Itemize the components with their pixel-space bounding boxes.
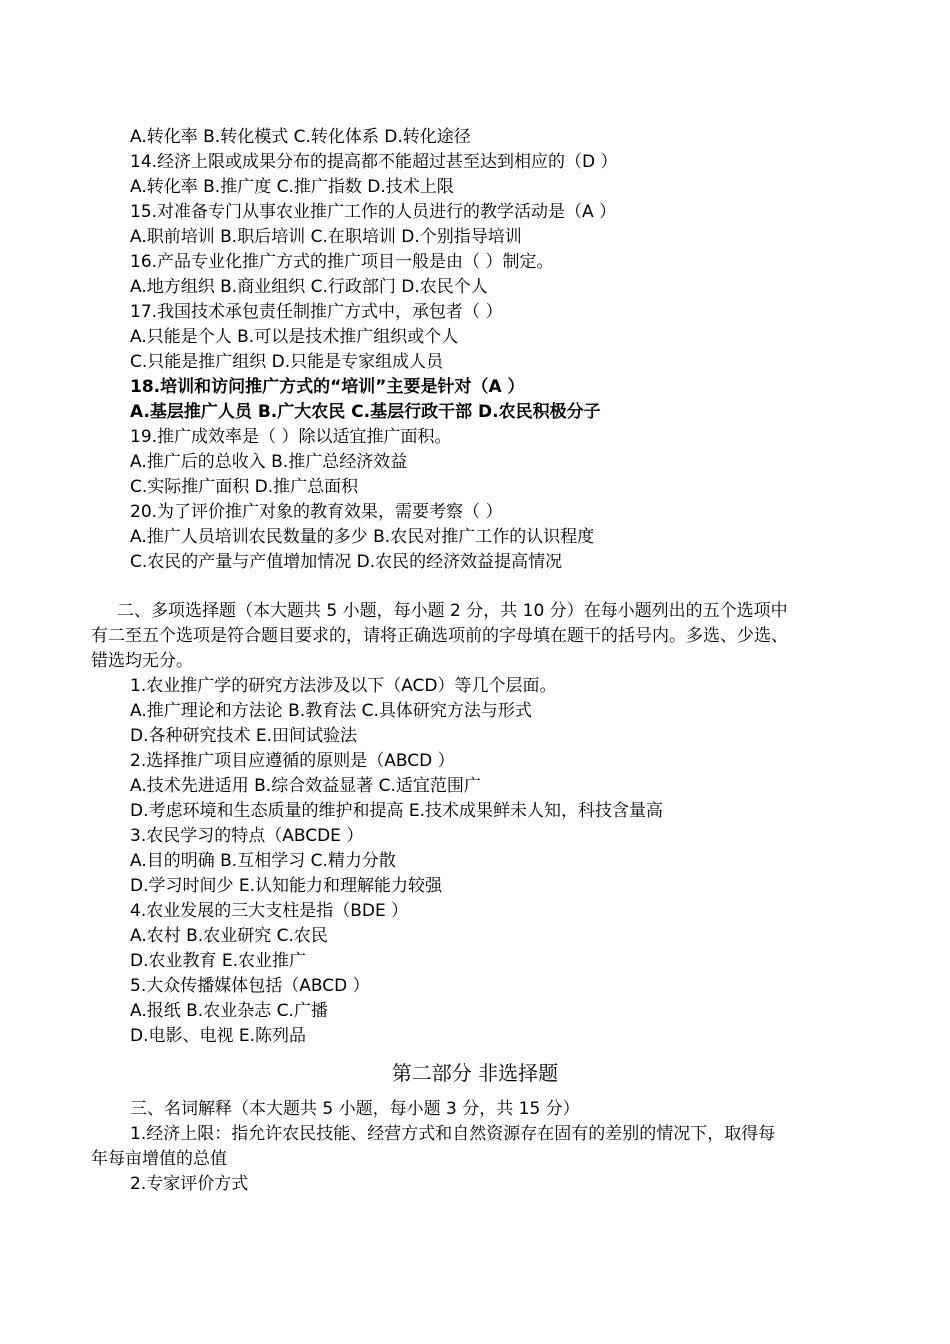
m5-options-line2: D.电影、电视 E.陈列品 (130, 1026, 307, 1046)
question-15: 15.对准备专门从事农业推广工作的人员进行的教学活动是（A ） (130, 202, 617, 222)
m4-options-line2: D.农业教育 E.农业推广 (130, 951, 307, 971)
multi-question-2: 2.选择推广项目应遵循的原则是（ABCD ） (130, 751, 455, 771)
q15-options: A.职前培训 B.职后培训 C.在职培训 D.个别指导培训 (130, 227, 522, 247)
m3-options-line2: D.学习时间少 E.认知能力和理解能力较强 (130, 876, 443, 896)
q20-options-line1: A.推广人员培训农民数量的多少 B.农民对推广工作的认识程度 (130, 527, 595, 547)
q19-options-line2: C.实际推广面积 D.推广总面积 (130, 477, 359, 497)
section2-intro-line3: 错选均无分。 (91, 651, 193, 671)
q17-options-line2: C.只能是推广组织 D.只能是专家组成人员 (130, 352, 444, 372)
question-17: 17.我国技术承包责任制推广方式中，承包者（ ） (130, 302, 503, 322)
term-1-line2: 年每亩增值的总值 (91, 1149, 227, 1169)
question-19: 19.推广成效率是（ ）除以适宜推广面积。 (130, 427, 452, 447)
m2-options-line1: A.技术先进适用 B.综合效益显著 C.适宜范围广 (130, 776, 481, 796)
section2-intro-line2: 有二至五个选项是符合题目要求的，请将正确选项前的字母填在题干的括号内。多选、少选、 (91, 626, 788, 646)
question-14: 14.经济上限或成果分布的提高都不能超过甚至达到相应的（D ） (130, 152, 618, 172)
multi-question-5: 5.大众传播媒体包括（ABCD ） (130, 976, 370, 996)
term-1-line1: 1.经济上限：指允许农民技能、经营方式和自然资源存在固有的差别的情况下，取得每 (130, 1124, 776, 1144)
multi-question-4: 4.农业发展的三大支柱是指（BDE ） (130, 901, 409, 921)
question-20: 20.为了评价推广对象的教育效果，需要考察（ ） (130, 502, 503, 522)
m4-options-line1: A.农村 B.农业研究 C.农民 (130, 926, 328, 946)
q20-options-line2: C.农民的产量与产值增加情况 D.农民的经济效益提高情况 (130, 552, 563, 572)
part2-title: 第二部分 非选择题 (391, 1061, 559, 1085)
q16-options: A.地方组织 B.商业组织 C.行政部门 D.农民个人 (130, 277, 488, 297)
multi-question-1: 1.农业推广学的研究方法涉及以下（ACD）等几个层面。 (130, 676, 557, 696)
m1-options-line1: A.推广理论和方法论 B.教育法 C.具体研究方法与形式 (130, 701, 532, 721)
q18-options: A.基层推广人员 B.广大农民 C.基层行政干部 D.农民积极分子 (130, 402, 601, 422)
q13-options: A.转化率 B.转化模式 C.转化体系 D.转化途径 (130, 127, 471, 147)
multi-question-3: 3.农民学习的特点（ABCDE ） (130, 826, 364, 846)
section3-intro: 三、名词解释（本大题共 5 小题，每小题 3 分，共 15 分） (130, 1099, 580, 1119)
m2-options-line2: D.考虑环境和生态质量的维护和提高 E.技术成果鲜未人知，科技含量高 (130, 801, 664, 821)
question-18: 18.培训和访问推广方式的“培训”主要是针对（A ） (130, 377, 525, 397)
question-16: 16.产品专业化推广方式的推广项目一般是由（ ）制定。 (130, 252, 554, 272)
q17-options-line1: A.只能是个人 B.可以是技术推广组织或个人 (130, 327, 459, 347)
q14-options: A.转化率 B.推广度 C.推广指数 D.技术上限 (130, 177, 454, 197)
term-2: 2.专家评价方式 (130, 1174, 249, 1194)
m5-options-line1: A.报纸 B.农业杂志 C.广播 (130, 1001, 328, 1021)
m1-options-line2: D.各种研究技术 E.田间试验法 (130, 726, 358, 746)
q19-options-line1: A.推广后的总收入 B.推广总经济效益 (130, 452, 408, 472)
m3-options-line1: A.目的明确 B.互相学习 C.精力分散 (130, 851, 396, 871)
section2-intro-line1: 二、多项选择题（本大题共 5 小题，每小题 2 分，共 10 分）在每小题列出的五个选项中 (117, 601, 788, 621)
